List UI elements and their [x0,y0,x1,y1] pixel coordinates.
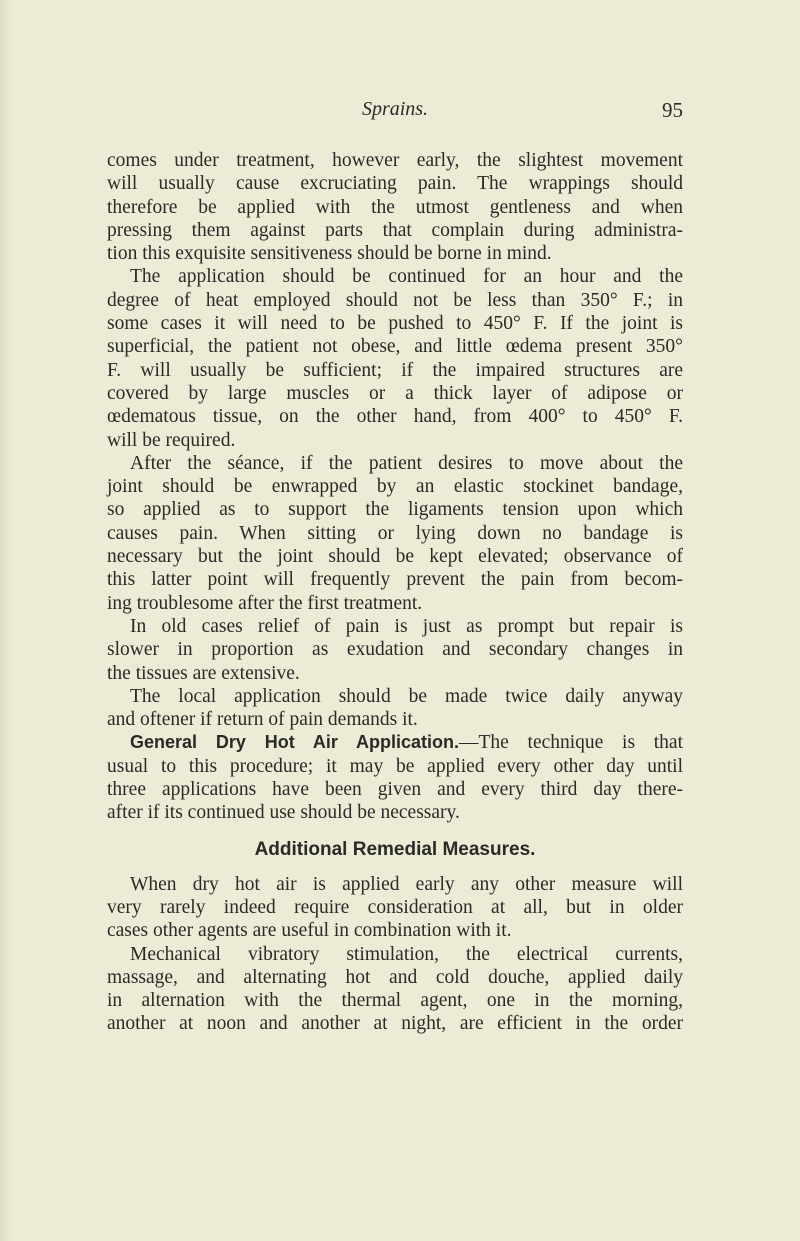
text-line: usual to this procedure; it may be applied every other day until [107,755,683,777]
text-line: After the séance, if the patient desires to move about the [130,452,683,474]
section-text-2 [107,873,683,1036]
text-line: degree of heat employed should not be less than 350° F.; in [107,289,683,311]
section-heading: Additional Remedial Measures. [254,838,536,860]
text-line: F. will usually be sufficient; if the impaired structures are [107,359,683,381]
page-body [107,149,683,1036]
text-line: cases other agents are useful in combination with it. [107,920,512,942]
text-line: tion this exquisite sensitiveness should be borne in mind. [107,243,552,265]
text-line: Mechanical vibratory stimulation, the electrical currents, [130,943,683,965]
general-paragraph-first-line [107,731,683,754]
text-line: some cases it will need to be pushed to 450° F. If the joint is [107,313,683,335]
text-line: and oftener if return of pain demands it. [107,709,418,731]
text-line: ing troublesome after the first treatment. [107,592,423,614]
text-line: joint should be enwrapped by an elastic stockinet bandage, [107,476,683,498]
page-number: 95 [662,98,683,122]
general-first-line-rest: —The technique is that [459,732,683,754]
page-edge-shadow [0,0,14,1241]
text-line: When dry hot air is applied early any other measure will [130,873,683,895]
text-line: massage, and alternating hot and cold douche, applied daily [107,966,683,988]
text-line: causes pain. When sitting or lying down no bandage is [107,522,683,544]
text-line: this latter point will frequently prevent the pain from becom- [107,569,683,591]
text-line: very rarely indeed require consideration at all, but in older [107,896,683,918]
text-line: necessary but the joint should be kept elevated; observance of [107,546,683,568]
text-line: the tissues are extensive. [107,662,300,684]
text-line: The application should be continued for an hour and the [130,266,683,288]
text-line: after if its continued use should be necessary. [107,802,460,824]
text-line: will usually cause excruciating pain. The wrappings should [107,173,683,195]
text-line: will be required. [107,429,236,451]
run-in-heading: General Dry Hot Air Application. [130,732,460,753]
text-line: covered by large muscles or a thick layer of adipose or [107,382,683,404]
text-line: therefore be applied with the utmost gentleness and when [107,196,683,218]
general-paragraph [107,755,683,825]
text-line: another at noon and another at night, are efficient in the order [107,1013,683,1035]
text-line: pressing them against parts that complain during administra- [107,219,683,241]
page-header [107,98,683,126]
section-text-1 [107,149,683,731]
text-line: so applied as to support the ligaments tension upon which [107,499,683,521]
text-line: œdematous tissue, on the other hand, from 400° to 450° F. [107,406,683,428]
text-line: three applications have been given and every third day there- [107,779,683,801]
text-line: slower in proportion as exudation and secondary changes in [107,639,683,661]
text-line: superficial, the patient not obese, and little œdema present 350° [107,336,683,358]
text-line: comes under treatment, however early, the slightest movement [107,150,683,171]
text-line: The local application should be made twice daily anyway [130,685,683,707]
text-line: In old cases relief of pain is just as prompt but repair is [130,615,683,637]
text-line: in alternation with the thermal agent, one in the morning, [107,990,683,1012]
running-title: Sprains. [361,98,429,120]
